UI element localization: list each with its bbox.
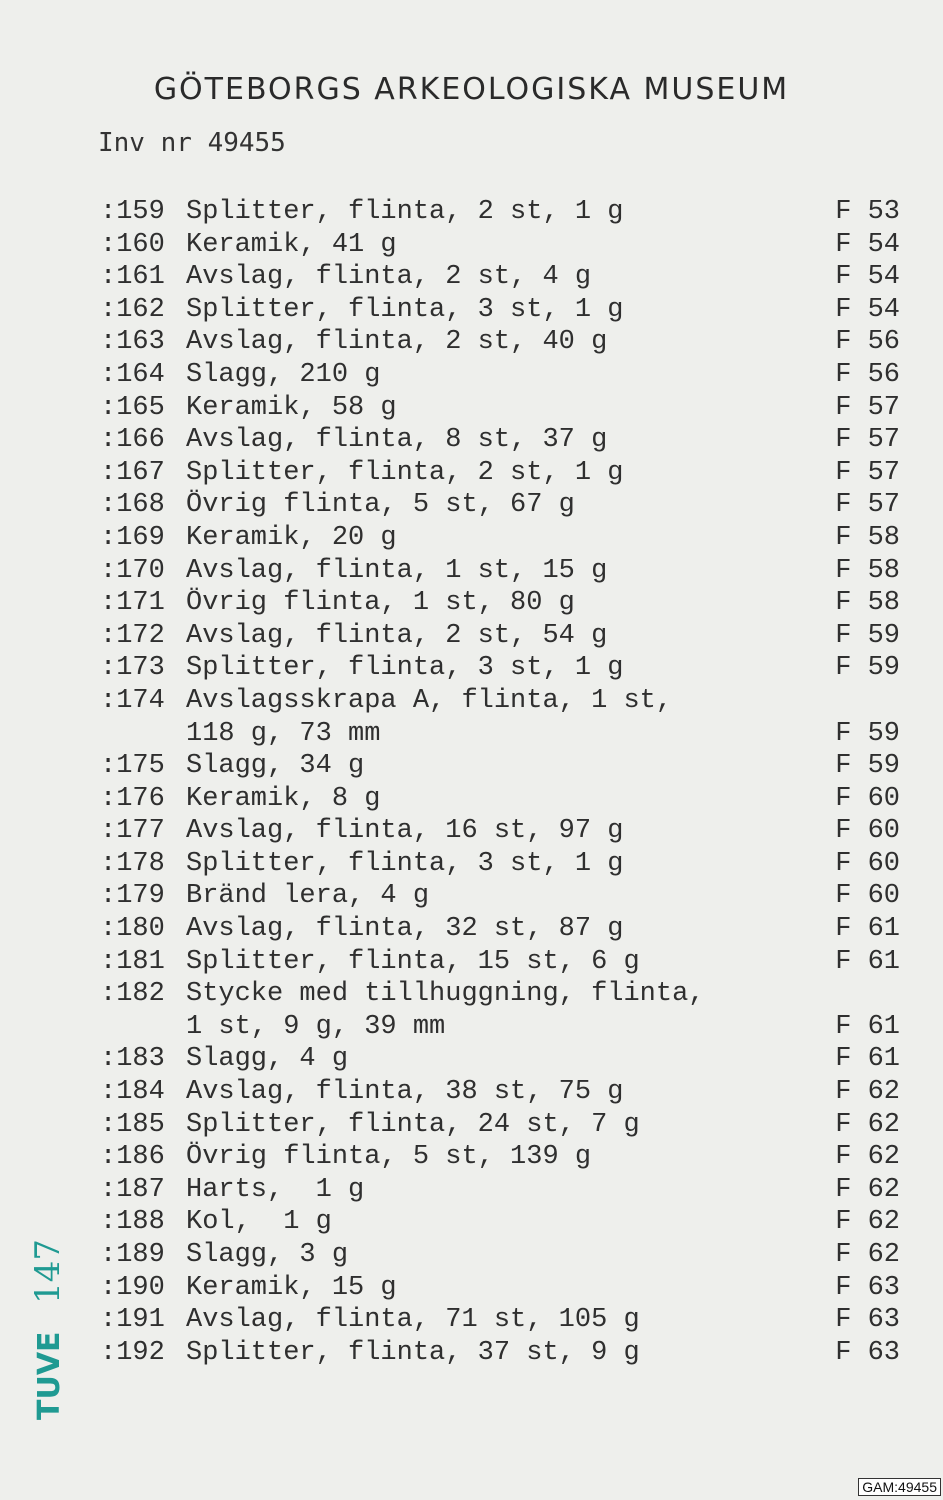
- list-item: [100, 359, 910, 392]
- entry-number: :183: [100, 1044, 165, 1075]
- entry-description: Avslag, flinta, 8 st, 37 g: [186, 425, 608, 456]
- stamp-text: TUVE: [32, 1331, 67, 1420]
- entry-description: Avslag, flinta, 71 st, 105 g: [186, 1305, 640, 1336]
- entry-description: Splitter, flinta, 37 st, 9 g: [186, 1337, 640, 1368]
- entry-number: :186: [100, 1142, 165, 1173]
- entry-line: [100, 1304, 910, 1337]
- find-number: F 61: [835, 914, 900, 945]
- list-item: [100, 587, 910, 620]
- list-item: [100, 229, 910, 262]
- list-item: [100, 1043, 910, 1076]
- entry-description: Kol, 1 g: [186, 1207, 332, 1238]
- entry-line: [100, 1206, 910, 1239]
- list-item: [100, 946, 910, 979]
- entry-line: [100, 913, 910, 946]
- entry-description: Slagg, 210 g: [186, 359, 381, 390]
- entry-line: [100, 1337, 910, 1370]
- find-number: F 62: [835, 1207, 900, 1238]
- find-number: F 63: [835, 1272, 900, 1303]
- entry-description: Keramik, 41 g: [186, 229, 397, 260]
- entry-number: :169: [100, 522, 165, 553]
- find-number: F 58: [835, 555, 900, 586]
- entry-line: [100, 489, 910, 522]
- list-item: [100, 1141, 910, 1174]
- find-number: F 54: [835, 229, 900, 260]
- find-number: F 54: [835, 294, 900, 325]
- entry-number: :190: [100, 1272, 165, 1303]
- entry-description: Splitter, flinta, 3 st, 1 g: [186, 653, 624, 684]
- list-item: [100, 261, 910, 294]
- entry-number: :161: [100, 262, 165, 293]
- entry-number: :174: [100, 685, 165, 716]
- list-item: [100, 196, 910, 229]
- entry-line: [100, 685, 910, 718]
- entry-number: :182: [100, 979, 165, 1010]
- list-item: [100, 522, 910, 555]
- entry-description: Avslag, flinta, 1 st, 15 g: [186, 555, 608, 586]
- entry-description: Avslag, flinta, 2 st, 54 g: [186, 620, 608, 651]
- entry-number: :171: [100, 588, 165, 619]
- entry-description: Slagg, 34 g: [186, 751, 365, 782]
- entry-list: [100, 196, 910, 1369]
- entry-number: :192: [100, 1337, 165, 1368]
- entry-number: :177: [100, 816, 165, 847]
- entry-number: :178: [100, 848, 165, 879]
- list-item: [100, 848, 910, 881]
- find-number: F 62: [835, 1240, 900, 1270]
- list-item: [100, 1206, 910, 1239]
- entry-line: [100, 196, 910, 229]
- find-number: F 54: [835, 262, 900, 293]
- entry-description: Avslag, flinta, 16 st, 97 g: [186, 816, 624, 847]
- entry-number: :159: [100, 197, 165, 227]
- entry-description: Slagg, 3 g: [186, 1240, 349, 1270]
- inventory-number: Inv nr 49455: [98, 128, 286, 158]
- entry-number: :180: [100, 914, 165, 945]
- entry-number: :176: [100, 783, 165, 814]
- entry-number: :181: [100, 946, 165, 977]
- entry-line: [100, 880, 910, 913]
- find-number: F 60: [835, 783, 900, 814]
- list-item: [100, 652, 910, 685]
- entry-line: [100, 261, 910, 294]
- find-number: F 59: [835, 620, 900, 651]
- entry-line: [100, 359, 910, 392]
- find-number: F 53: [835, 197, 900, 227]
- entry-description: Splitter, flinta, 24 st, 7 g: [186, 1109, 640, 1140]
- entry-number: :172: [100, 620, 165, 651]
- find-number: F 61: [835, 946, 900, 977]
- entry-description: Övrig flinta, 5 st, 139 g: [186, 1142, 592, 1173]
- entry-description: Splitter, flinta, 3 st, 1 g: [186, 848, 624, 879]
- entry-description: Keramik, 20 g: [186, 522, 397, 553]
- entry-line: [100, 1174, 910, 1207]
- find-number: F 58: [835, 522, 900, 553]
- entry-number: :179: [100, 881, 165, 912]
- entry-number: :189: [100, 1240, 165, 1270]
- entry-number: :166: [100, 425, 165, 456]
- entry-line: [100, 1076, 910, 1109]
- entry-number: :188: [100, 1207, 165, 1238]
- list-item: [100, 457, 910, 490]
- entry-description: Avslag, flinta, 38 st, 75 g: [186, 1077, 624, 1108]
- entry-line: [100, 1043, 910, 1076]
- entry-line: [100, 1109, 910, 1142]
- entry-description: Splitter, flinta, 3 st, 1 g: [186, 294, 624, 325]
- museum-header: GÖTEBORGS ARKEOLOGISKA MUSEUM: [153, 72, 790, 107]
- list-item: [100, 1076, 910, 1109]
- entry-description: Splitter, flinta, 15 st, 6 g: [186, 946, 640, 977]
- entry-line: [100, 457, 910, 490]
- entry-description: Harts, 1 g: [186, 1174, 365, 1205]
- find-number: F 62: [835, 1077, 900, 1108]
- find-number: F 59: [835, 718, 900, 749]
- stamp-handwritten-number: 147: [28, 1239, 68, 1304]
- entry-line: [100, 587, 910, 620]
- entry-line: [100, 555, 910, 588]
- entry-line: [100, 652, 910, 685]
- entry-description: Keramik, 15 g: [186, 1272, 397, 1303]
- entry-description: Övrig flinta, 1 st, 80 g: [186, 588, 575, 619]
- entry-continuation-line: [100, 1011, 910, 1044]
- entry-line: [100, 229, 910, 262]
- entry-line: [100, 424, 910, 457]
- list-item: [100, 555, 910, 588]
- find-number: F 57: [835, 490, 900, 521]
- entry-description: Splitter, flinta, 2 st, 1 g: [186, 197, 624, 227]
- entry-number: :168: [100, 490, 165, 521]
- find-number: F 63: [835, 1305, 900, 1336]
- entry-number: :185: [100, 1109, 165, 1140]
- find-number: F 59: [835, 653, 900, 684]
- list-item: [100, 1109, 910, 1142]
- list-item: [100, 815, 910, 848]
- find-number: F 63: [835, 1337, 900, 1368]
- find-number: F 57: [835, 392, 900, 423]
- list-item: [100, 326, 910, 359]
- list-item: [100, 620, 910, 653]
- entry-line: [100, 1239, 910, 1272]
- list-item: [100, 978, 910, 1043]
- entry-description: 118 g, 73 mm: [186, 718, 381, 749]
- find-number: F 60: [835, 881, 900, 912]
- entry-description: 1 st, 9 g, 39 mm: [186, 1011, 446, 1042]
- list-item: [100, 783, 910, 816]
- entry-number: :162: [100, 294, 165, 325]
- list-item: [100, 750, 910, 783]
- entry-number: :160: [100, 229, 165, 260]
- list-item: [100, 1174, 910, 1207]
- entry-number: :175: [100, 751, 165, 782]
- entry-number: :191: [100, 1305, 165, 1336]
- find-number: F 59: [835, 751, 900, 782]
- list-item: [100, 294, 910, 327]
- entry-number: :165: [100, 392, 165, 423]
- list-item: [100, 880, 910, 913]
- entry-number: :170: [100, 555, 165, 586]
- entry-description: Bränd lera, 4 g: [186, 881, 430, 912]
- entry-description: Avslag, flinta, 2 st, 4 g: [186, 262, 592, 293]
- list-item: [100, 1239, 910, 1272]
- entry-line: [100, 1272, 910, 1305]
- entry-line: [100, 1141, 910, 1174]
- find-number: F 62: [835, 1142, 900, 1173]
- reference-label: GAM:49455: [858, 1478, 941, 1496]
- find-number: F 57: [835, 457, 900, 488]
- entry-description: Stycke med tillhuggning, flinta,: [186, 979, 705, 1010]
- entry-line: [100, 978, 910, 1011]
- entry-description: Keramik, 8 g: [186, 783, 381, 814]
- find-number: F 57: [835, 425, 900, 456]
- list-item: [100, 1272, 910, 1305]
- list-item: [100, 685, 910, 750]
- entry-number: :167: [100, 457, 165, 488]
- list-item: [100, 1304, 910, 1337]
- entry-line: [100, 750, 910, 783]
- entry-description: Splitter, flinta, 2 st, 1 g: [186, 457, 624, 488]
- entry-line: [100, 783, 910, 816]
- site-stamp: [28, 1239, 68, 1420]
- entry-line: [100, 294, 910, 327]
- list-item: [100, 489, 910, 522]
- entry-description: Keramik, 58 g: [186, 392, 397, 423]
- find-number: F 60: [835, 848, 900, 879]
- list-item: [100, 1337, 910, 1370]
- list-item: [100, 392, 910, 425]
- find-number: F 56: [835, 359, 900, 390]
- find-number: F 62: [835, 1174, 900, 1205]
- entry-description: Slagg, 4 g: [186, 1044, 349, 1075]
- find-number: F 62: [835, 1109, 900, 1140]
- find-number: F 56: [835, 327, 900, 358]
- find-number: F 60: [835, 816, 900, 847]
- entry-number: :163: [100, 327, 165, 358]
- entry-number: :184: [100, 1077, 165, 1108]
- list-item: [100, 424, 910, 457]
- entry-line: [100, 848, 910, 881]
- find-number: F 61: [835, 1044, 900, 1075]
- entry-line: [100, 620, 910, 653]
- entry-description: Avslagsskrapa A, flinta, 1 st,: [186, 685, 673, 716]
- entry-line: [100, 522, 910, 555]
- entry-continuation-line: [100, 718, 910, 751]
- entry-number: :164: [100, 359, 165, 390]
- entry-number: :187: [100, 1174, 165, 1205]
- find-number: F 61: [835, 1011, 900, 1042]
- find-number: F 58: [835, 588, 900, 619]
- entry-line: [100, 946, 910, 979]
- entry-description: Avslag, flinta, 2 st, 40 g: [186, 327, 608, 358]
- entry-description: Övrig flinta, 5 st, 67 g: [186, 490, 575, 521]
- entry-line: [100, 326, 910, 359]
- list-item: [100, 913, 910, 946]
- entry-description: Avslag, flinta, 32 st, 87 g: [186, 914, 624, 945]
- entry-line: [100, 815, 910, 848]
- entry-line: [100, 392, 910, 425]
- entry-number: :173: [100, 653, 165, 684]
